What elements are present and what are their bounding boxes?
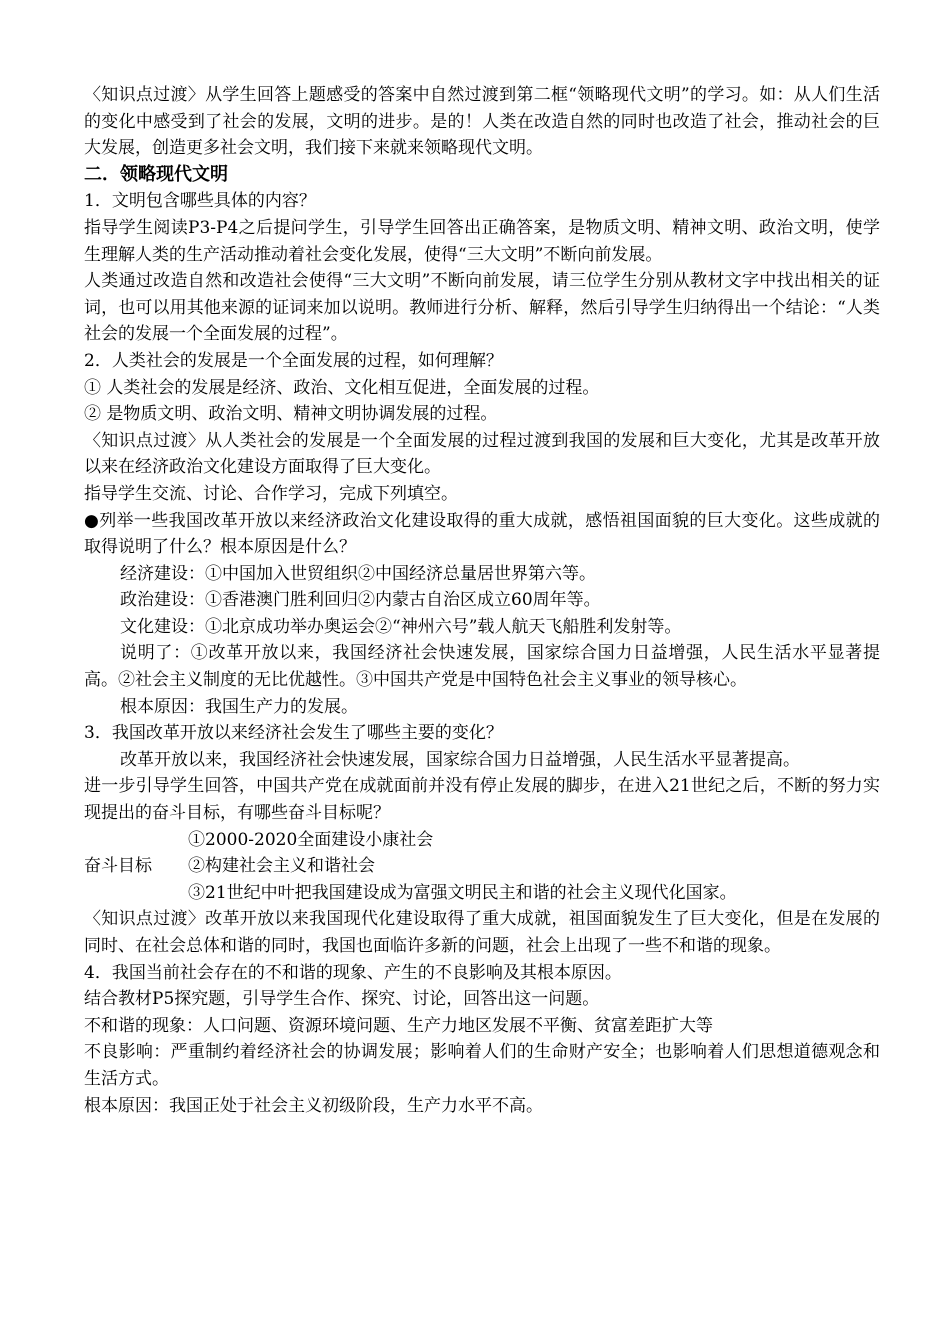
economic-construction: 经济建设：①中国加入世贸组织②中国经济总量居世界第六等。 — [120, 563, 596, 584]
explanation: 说明了：①改革开放以来，我国经济社会快速发展，国家综合国力日益增强，人民生活水平显著提高。②社会主义制度的无比优越性。③中国共产党是中国特色社会主义事业的领导核心。 — [84, 643, 880, 691]
goals-block — [84, 827, 880, 907]
root-cause-1: 根本原因：我国生产力的发展。 — [120, 696, 358, 717]
transition-2: 〈知识点过渡〉从人类社会的发展是一个全面发展的过程过渡到我国的发展和巨大变化，尤其是改革开放以来在经济政治文化建设方面取得了巨大变化。 — [84, 430, 880, 478]
cultural-construction: 文化建设：①北京成功举办奥运会②“神州六号”载人航天飞船胜利发射等。 — [120, 616, 682, 637]
goal-1: ①2000-2020全面建设小康社会 — [188, 829, 434, 850]
question-4: 4．我国当前社会存在的不和谐的现象、产生的不良影响及其根本原因。 — [84, 962, 622, 983]
bad-effects: 不良影响：严重制约着经济社会的协调发展；影响着人们的生命财产安全；也影响着人们思想道德观念和生活方式。 — [84, 1042, 880, 1089]
question-1-guide: 指导学生阅读P3-P4之后提问学生，引导学生回答出正确答案，是物质文明、精神文明、政治文明，使学生理解人类的生产活动推动着社会变化发展，使得“三大文明”不断向前发展。 — [84, 217, 880, 265]
goals-label: 奋斗目标 — [84, 856, 152, 877]
question-3-guide: 进一步引导学生回答，中国共产党在成就面前并没有停止发展的脚步，在进入21世纪之后，不断的努力实现提出的奋斗目标，有哪些奋斗目标呢？ — [84, 776, 880, 824]
intro-transition: 〈知识点过渡〉从学生回答上题感受的答案中自然过渡到第二框“领略现代文明”的学习。如：从人们生活的变化中感受到了社会的发展，文明的进步。是的！人类在改造自然的同时也改造了社会，推动社会的巨大发展，创造更多社会文明，我们接下来就来领略现代文明。 — [84, 85, 880, 159]
bullet-prompt: ●列举一些我国改革开放以来经济政治文化建设取得的重大成就，感悟祖国面貌的巨大变化。这些成就的取得说明了什么？根本原因是什么？ — [84, 510, 880, 558]
root-cause-2: 根本原因：我国正处于社会主义初级阶段，生产力水平不高。 — [84, 1095, 543, 1116]
goal-3: ③21世纪中叶把我国建设成为富强文明民主和谐的社会主义现代化国家。 — [188, 882, 737, 903]
section-title: 二．领略现代文明 — [84, 163, 228, 185]
political-construction: 政治建设：①香港澳门胜利回归②内蒙古自治区成立60周年等。 — [120, 590, 601, 611]
question-1-activity: 人类通过改造自然和改造社会使得“三大文明”不断向前发展，请三位学生分别从教材文字中找出相关的证词，也可以用其他来源的证词来加以说明。教师进行分析、解释，然后引导学生归纳得出一个结论：“人类社会的发展一个全面发展的过程”。 — [84, 271, 880, 345]
question-3: 3．我国改革开放以来经济社会发生了哪些主要的变化？ — [84, 723, 503, 744]
question-2-answer-1: ① 人类社会的发展是经济、政治、文化相互促进，全面发展的过程。 — [84, 377, 600, 398]
transition-3: 〈知识点过渡〉改革开放以来我国现代化建设取得了重大成就，祖国面貌发生了巨大变化，但是在发展的同时、在社会总体和谐的同时，我国也面临许多新的问题，社会上出现了一些不和谐的现象。 — [84, 909, 880, 956]
disharmony-phenomena: 不和谐的现象：人口问题、资源环境问题、生产力地区发展不平衡、贫富差距扩大等 — [84, 1015, 713, 1036]
question-2-answer-2: ② 是物质文明、政治文明、精神文明协调发展的过程。 — [84, 404, 498, 425]
question-4-guide: 结合教材P5探究题，引导学生合作、探究、讨论，回答出这一问题。 — [84, 989, 600, 1010]
question-1: 1．文明包含哪些具体的内容？ — [84, 191, 316, 212]
goal-2: ②构建社会主义和谐社会 — [188, 856, 375, 877]
question-2: 2．人类社会的发展是一个全面发展的过程，如何理解？ — [84, 350, 503, 371]
question-3-answer: 改革开放以来，我国经济社会快速发展，国家综合国力日益增强，人民生活水平显著提高。 — [120, 749, 800, 770]
guide-2: 指导学生交流、讨论、合作学习，完成下列填空。 — [84, 483, 458, 504]
